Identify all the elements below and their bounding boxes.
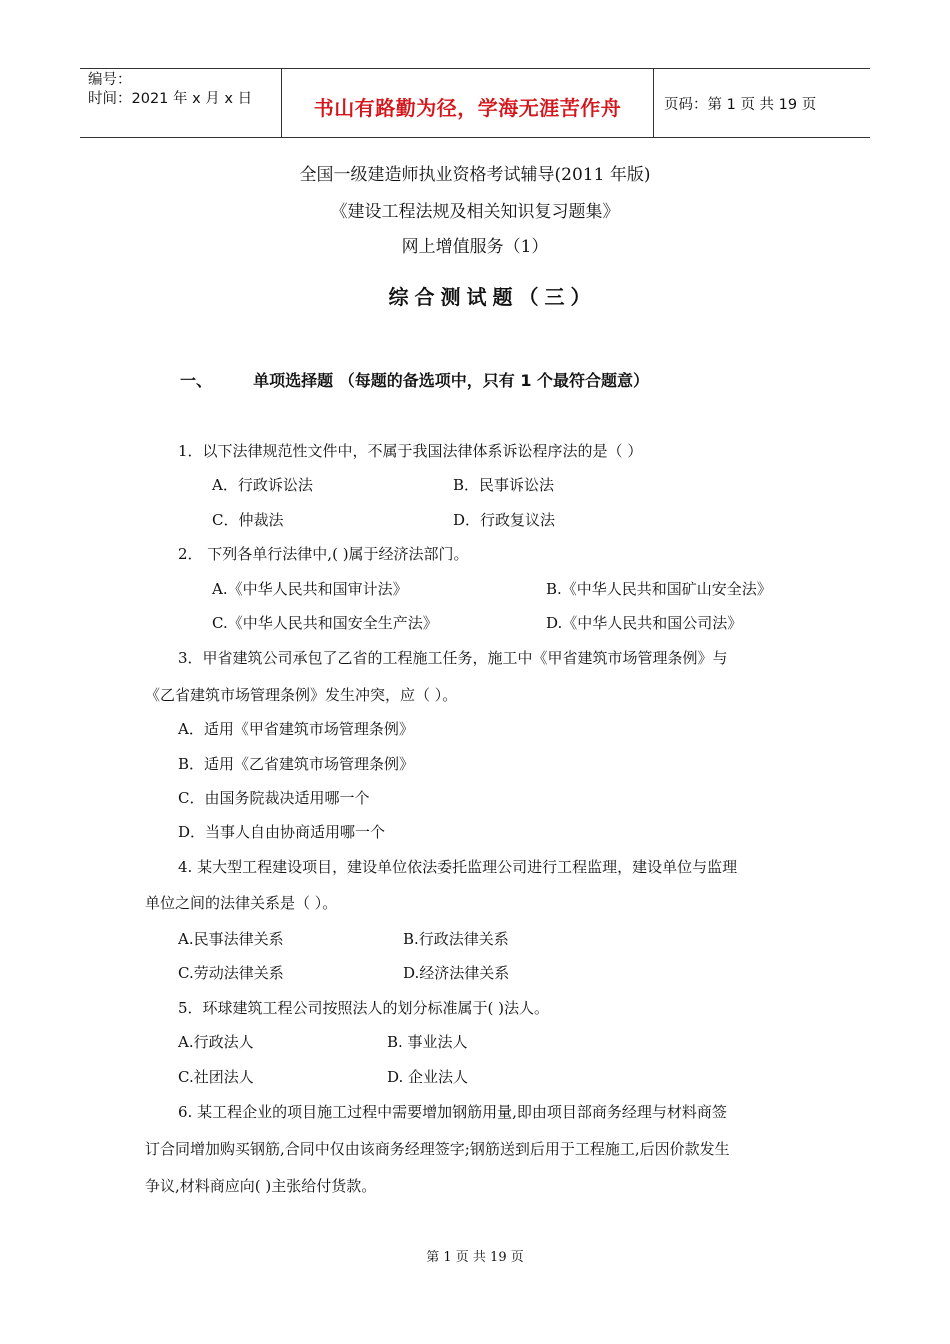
page-info-cell xyxy=(654,69,870,137)
question-3-stem-line-1: 3．甲省建筑公司承包了乙省的工程施工任务，施工中《甲省建筑市场管理条例》与 xyxy=(178,649,728,667)
question-5-option-b: B. 事业法人 xyxy=(387,1033,468,1051)
header-meta-cell xyxy=(80,69,281,137)
question-3-option-b: B．适用《乙省建筑市场管理条例》 xyxy=(178,755,415,773)
question-5-option-c: C.社团法人 xyxy=(178,1068,254,1086)
question-5-option-a: A.行政法人 xyxy=(178,1033,254,1051)
question-3-option-c: C．由国务院裁决适用哪一个 xyxy=(178,789,370,807)
number-label: 编号： xyxy=(88,72,132,88)
question-4-option-d: D.经济法律关系 xyxy=(403,964,510,982)
question-2-option-c: C.《中华人民共和国安全生产法》 xyxy=(212,614,438,632)
question-4-stem-line-1: 4. 某大型工程建设项目，建设单位依法委托监理公司进行工程监理，建设单位与监理 xyxy=(178,858,738,876)
title-line-2: 《建设工程法规及相关知识复习题集》 xyxy=(330,202,620,222)
question-5-stem: 5．环球建筑工程公司按照法人的划分标准属于( )法人。 xyxy=(178,999,550,1017)
question-1-option-b: B．民事诉讼法 xyxy=(453,476,555,494)
question-4-stem-line-2: 单位之间的法律关系是（ ）。 xyxy=(145,894,338,912)
page-info-text: 页码：第 1 页 共 19 页 xyxy=(664,96,817,113)
question-2-option-a: A.《中华人民共和国审计法》 xyxy=(212,580,408,598)
question-6-stem-line-2: 订合同增加购买钢筋,合同中仅由该商务经理签字;钢筋送到后用于工程施工,后因价款发生 xyxy=(145,1140,730,1158)
question-1-option-d: D．行政复议法 xyxy=(453,511,556,529)
title-line-1: 全国一级建造师执业资格考试辅导(2011 年版) xyxy=(299,165,651,185)
header-table xyxy=(80,68,870,138)
title-line-3: 网上增值服务（1） xyxy=(401,237,549,257)
question-1-option-c: C．仲裁法 xyxy=(212,511,284,529)
question-3-option-d: D．当事人自由协商适用哪一个 xyxy=(178,823,386,841)
question-3-option-a: A．适用《甲省建筑市场管理条例》 xyxy=(178,720,414,738)
question-1-option-a: A．行政诉讼法 xyxy=(212,476,313,494)
question-3-stem-line-2: 《乙省建筑市场管理条例》发生冲突，应（ ）。 xyxy=(145,686,458,704)
section-number: 一、 xyxy=(180,371,213,390)
section-heading xyxy=(180,368,649,391)
time-label: 时间：2021 年 x 月 x 日 xyxy=(88,91,253,107)
question-1-stem: 1．以下法律规范性文件中，不属于我国法律体系诉讼程序法的是（ ） xyxy=(178,442,643,460)
question-4-option-a: A.民事法律关系 xyxy=(178,930,284,948)
question-2-stem: 2． 下列各单行法律中,( )属于经济法部门。 xyxy=(178,545,469,563)
question-2-option-d: D.《中华人民共和国公司法》 xyxy=(546,614,743,632)
page-footer: 第 1 页 共 19 页 xyxy=(426,1250,524,1265)
question-6-stem-line-1: 6. 某工程企业的项目施工过程中需要增加钢筋用量,即由项目部商务经理与材料商签 xyxy=(178,1103,727,1121)
section-title: 单项选择题 （每题的备选项中，只有 1 个最符合题意） xyxy=(253,371,650,390)
question-6-stem-line-3: 争议,材料商应向( )主张给付货款。 xyxy=(145,1177,377,1195)
question-4-option-c: C.劳动法律关系 xyxy=(178,964,284,982)
motto-cell xyxy=(281,69,654,137)
motto-text: 书山有路勤为径，学海无涯苦作舟 xyxy=(313,95,622,120)
question-5-option-d: D. 企业法人 xyxy=(387,1068,469,1086)
question-2-option-b: B.《中华人民共和国矿山安全法》 xyxy=(546,580,772,598)
main-title: 综合测试题（三） xyxy=(388,285,597,309)
question-4-option-b: B.行政法律关系 xyxy=(403,930,509,948)
